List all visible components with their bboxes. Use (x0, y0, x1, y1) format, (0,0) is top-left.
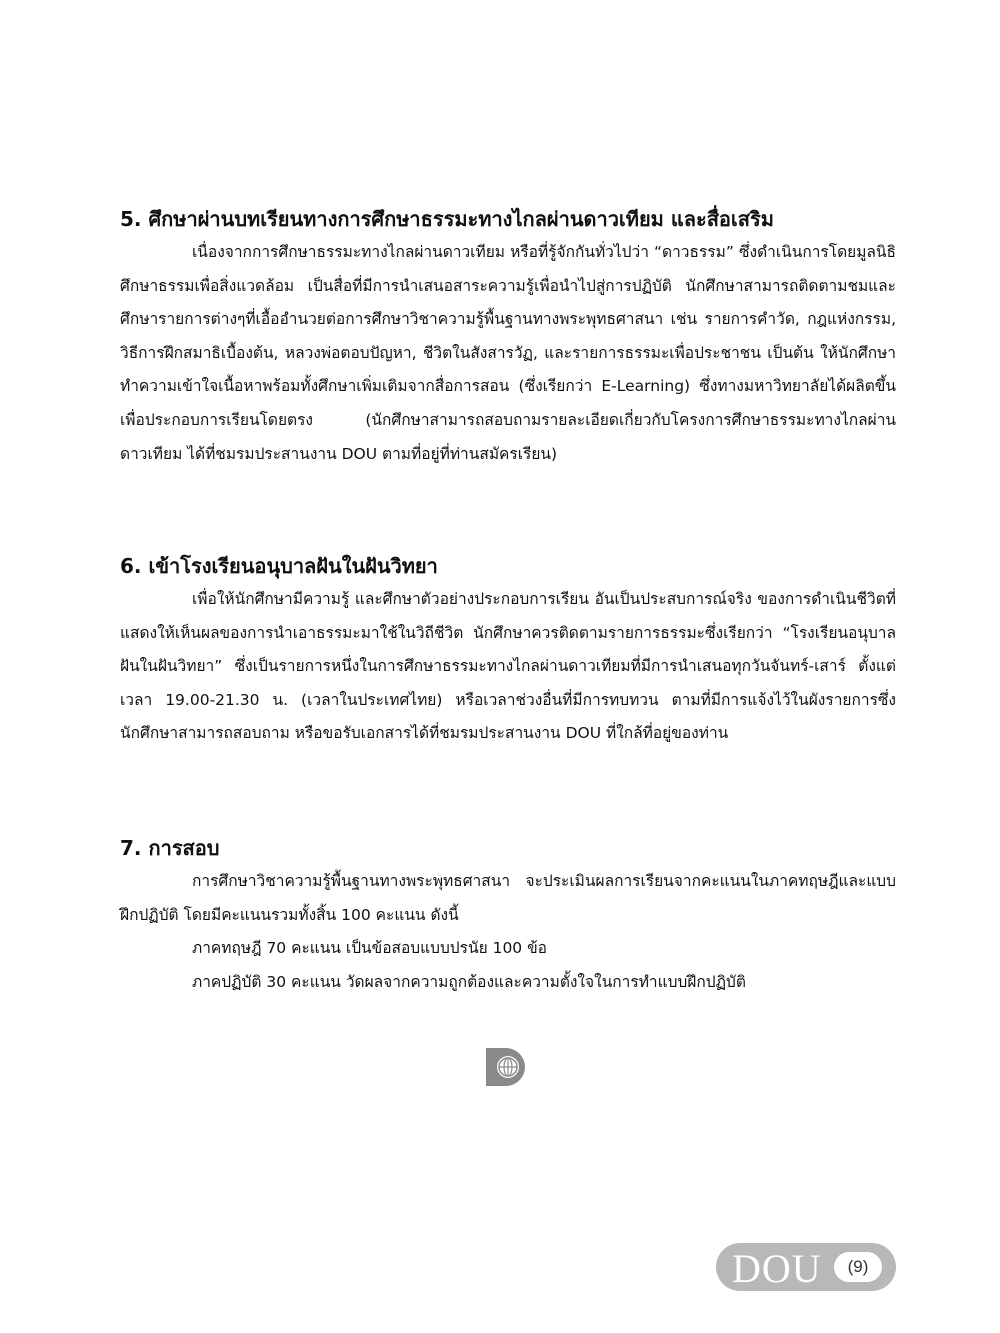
footer-brand: DOU (732, 1246, 822, 1291)
section-heading: 6. เข้าโรงเรียนอนุบาลฝันในฝันวิทยา (120, 554, 438, 578)
section-examination (120, 833, 896, 999)
section-paragraph: เนื่องจากการศึกษาธรรมะทางไกลผ่านดาวเทียม หรือที่รู้จักกันทั่วไปว่า “ดาวธรรม” ซึ่งดำเนินการโดยมูลนิธิศึกษาธรรมเพื่อสิ่งแวดล้อม เป็นสื่อที่มีการนำเสนอสาระความรู้เพื่อนำไปสู่การปฏิบัติ นักศึกษาสามารถติดตามชมและศึกษารายการต่างๆที่เอื้ออำนวยต่อการศึกษาวิชาความรู้พื้นฐานทางพระพุทธศาสนา เช่น รายการคำวัด, กฎแห่งกรรม, วิธีการฝึกสมาธิเบื้องต้น, หลวงพ่อตอบปัญหา, ชีวิตในสังสารวัฏ, และรายการธรรมะเพื่อประชาชน เป็นต้น ให้นักศึกษาทำความเข้าใจเนื้อหาพร้อมทั้งศึกษาเพิ่มเติมจากสื่อการสอน (ซึ่งเรียกว่า E-Learning) ซึ่งทางมหาวิทยาลัยได้ผลิตขึ้นเพื่อประกอบการเรียนโดยตรง (นักศึกษาสามารถสอบถามรายละเอียดเกี่ยวกับโครงการศึกษาธรรมะทางไกลผ่านดาวเทียม ได้ที่ชมรมประสานงาน DOU ตามที่อยู่ที่ท่านสมัครเรียน) (120, 243, 896, 463)
page-number: (9) (834, 1252, 882, 1282)
section-paragraph: การศึกษาวิชาความรู้พื้นฐานทางพระพุทธศาสนา จะประเมินผลการเรียนจากคะแนนในภาคทฤษฎีและแบบฝึกปฏิบัติ โดยมีคะแนนรวมทั้งสิ้น 100 คะแนน ดังนี้ (120, 872, 896, 924)
section-satellite-study (120, 204, 896, 471)
practice-score-line: ภาคปฏิบัติ 30 คะแนน วัดผลจากความถูกต้องและความตั้งใจในการทำแบบฝึกปฏิบัติ (192, 972, 746, 991)
section-heading: 5. ศึกษาผ่านบทเรียนทางการศึกษาธรรมะทางไกลผ่านดาวเทียม และสื่อเสริม (120, 207, 774, 231)
section-paragraph: เพื่อให้นักศึกษามีความรู้ และศึกษาตัวอย่างประกอบการเรียน อันเป็นประสบการณ์จริง ของการดำเนินชีวิตที่แสดงให้เห็นผลของการนำเอาธรรมะมาใช้ในวิถีชีวิต นักศึกษาควรติดตามรายการธรรมะซึ่งเรียกว่า “โรงเรียนอนุบาลฝันในฝันวิทยา” ซึ่งเป็นรายการหนึ่งในการศึกษาธรรมะทางไกลผ่านดาวเทียมที่มีการนำเสนอทุกวันจันทร์-เสาร์ ตั้งแต่เวลา 19.00-21.30 น. (เวลาในประเทศไทย) หรือเวลาช่วงอื่นที่มีการทบทวน ตามที่มีการแจ้งไว้ในผังรายการซึ่งนักศึกษาสามารถสอบถาม หรือขอรับเอกสารได้ที่ชมรมประสานงาน DOU ที่ใกล้ที่อยู่ของท่าน (120, 590, 896, 743)
section-heading: 7. การสอบ (120, 836, 220, 860)
section-kindergarten-program (120, 551, 896, 751)
theory-score-line: ภาคทฤษฎี 70 คะแนน เป็นข้อสอบแบบปรนัย 100 ข้อ (192, 939, 547, 958)
dou-logo-icon (484, 1046, 532, 1088)
